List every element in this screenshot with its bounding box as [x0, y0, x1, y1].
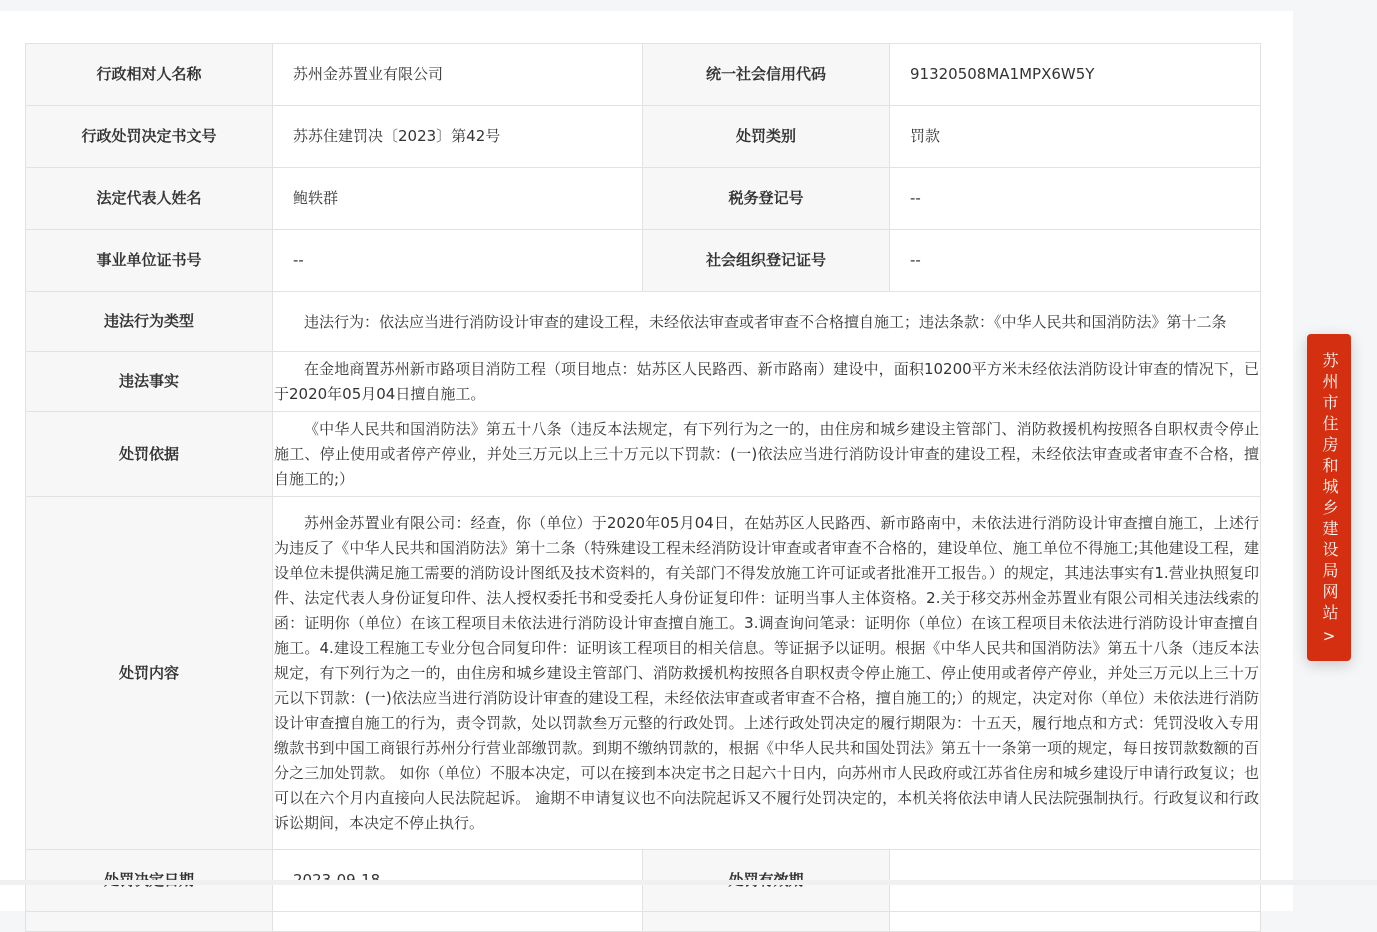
decision-number-value: 苏苏住建罚决〔2023〕第42号 — [273, 106, 643, 168]
field-label: 社会组织登记证号 — [643, 230, 890, 292]
table-row — [26, 106, 1261, 168]
penalty-basis-text: 《中华人民共和国消防法》第五十八条（违反本法规定，有下列行为之一的，由住房和城乡建设主管部门、消防救援机构按照各自职权责令停止施工、停止使用或者停产停业，并处三万元以上三十万元以下罚款：(一)依法应当进行消防设计审查的建设工程，未经依法审查或者审查不合格，擅自施工的;） — [273, 412, 1261, 497]
legal-rep-value: 鲍轶群 — [273, 168, 643, 230]
credit-code-value: 91320508MA1MPX6W5Y — [890, 44, 1261, 106]
chevron-right-icon: > — [1322, 627, 1336, 645]
field-label: 处罚依据 — [26, 412, 273, 497]
table-row — [26, 352, 1261, 412]
violation-facts-text: 在金地商置苏州新市路项目消防工程（项目地点：姑苏区人民路西、新市路南）建设中，面积10200平方米未经依法消防设计审查的情况下，已于2020年05月04日擅自施工。 — [273, 352, 1261, 412]
field-label: 处罚内容 — [26, 497, 273, 850]
page-bottom-edge — [0, 880, 1377, 885]
table-row — [26, 412, 1261, 497]
field-label: 违法行为类型 — [26, 292, 273, 352]
field-label: 行政处罚决定书文号 — [26, 106, 273, 168]
penalty-detail-table — [25, 43, 1261, 932]
field-label: 行政相对人名称 — [26, 44, 273, 106]
field-label: 法定代表人姓名 — [26, 168, 273, 230]
company-name-value: 苏州金苏置业有限公司 — [273, 44, 643, 106]
institution-cert-value: -- — [273, 230, 643, 292]
table-row — [26, 44, 1261, 106]
website-link-label: 苏州市住房和城乡建设局网站 — [1320, 352, 1339, 625]
social-org-cert-value: -- — [890, 230, 1261, 292]
penalty-content-text: 苏州金苏置业有限公司：经查，你（单位）于2020年05月04日，在姑苏区人民路西、新市路南中，未依法进行消防设计审查擅自施工，上述行为违反了《中华人民共和国消防法》第十二条（特殊建设工程未经消防设计审查或者审查不合格的，建设单位、施工单位不得施工;其他建设工程，建设单位未提供满足施工需要的消防设计图纸及技术资料的，有关部门不得发放施工许可证或者批准开工报告。）的规定，其违法事实有1.营业执照复印件、法定代表人身份证复印件、法人授权委托书和受委托人身份证复印件：证明当事人主体资格。2.关于移交苏州金苏置业有限公司相关违法线索的函：证明你（单位）在该工程项目未依法进行消防设计审查擅自施工。3.调查询问笔录：证明你（单位）在该工程项目未依法进行消防设计审查擅自施工。4.建设工程施工专业分包合同复印件：证明该工程项目的相关信息。等证据予以证明。根据《中华人民共和国消防法》第五十八条（违反本法规定，有下列行为之一的，由住房和城乡建设主管部门、消防救援机构按照各自职权责令停止施工、停止使用或者停产停业，并处三万元以上三十万元以下罚款：(一)依法应当进行消防设计审查的建设工程，未经依法审查或者审查不合格，擅自施工的;）的规定，决定对你（单位）未依法进行消防设计审查擅自施工的行为，责令罚款，处以罚款叁万元整的行政处罚。上述行政处罚决定的履行期限为：十五天，履行地点和方式：凭罚没收入专用缴款书到中国工商银行苏州分行营业部缴罚款。到期不缴纳罚款的，根据《中华人民共和国处罚法》第五十一条第一项的规定，每日按罚款数额的百分之三加处罚款。 如你（单位）不服本决定，可以在接到本决定书之日起六十日内，向苏州市人民政府或江苏省住房和城乡建设厅申请行政复议；也可以在六个月内直接向人民法院起诉。 逾期不申请复议也不向法院起诉又不履行处罚决定的，本机关将依法申请人民法院强制执行。行政复议和行政诉讼期间，本决定不停止执行。 — [273, 497, 1261, 850]
table-row — [26, 292, 1261, 352]
field-label: 事业单位证书号 — [26, 230, 273, 292]
violation-type-text: 违法行为：依法应当进行消防设计审查的建设工程，未经依法审查或者审查不合格擅自施工；违法条款：《中华人民共和国消防法》第十二条 — [273, 292, 1261, 352]
field-label: 处罚类别 — [643, 106, 890, 168]
field-value — [890, 912, 1261, 932]
table-row — [26, 168, 1261, 230]
field-label: 违法事实 — [26, 352, 273, 412]
content-card — [0, 11, 1293, 911]
field-value — [273, 912, 643, 932]
field-label — [643, 912, 890, 932]
field-label — [26, 912, 273, 932]
table-row — [26, 497, 1261, 850]
field-label: 统一社会信用代码 — [643, 44, 890, 106]
table-row — [26, 912, 1261, 932]
tax-number-value: -- — [890, 168, 1261, 230]
housing-bureau-website-link[interactable] — [1307, 334, 1351, 661]
table-row — [26, 230, 1261, 292]
field-label: 税务登记号 — [643, 168, 890, 230]
penalty-category-value: 罚款 — [890, 106, 1261, 168]
